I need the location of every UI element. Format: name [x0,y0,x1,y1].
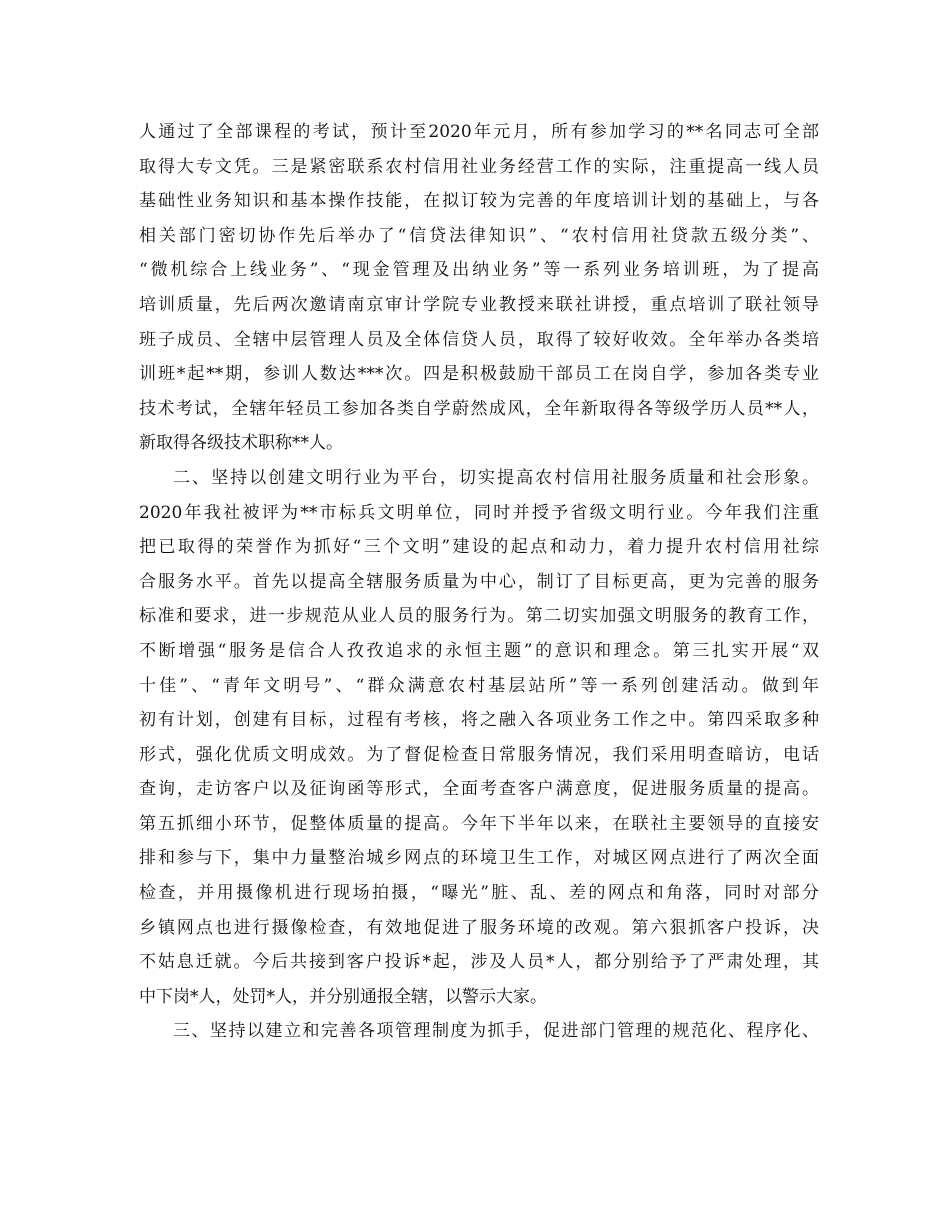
text-line: 二、坚持以创建文明行业为平台，切实提高农村信用社服务质量和社会形象。 [173,467,819,488]
text-line: 2020年我社被评为**市标兵文明单位，同时并授予省级文明行业。今年我们注重 [139,502,819,523]
text-line: 乡镇网点也进行摄像检查，有效地促进了服务环境的改观。第六狠抓客户投诉，决 [139,917,819,938]
text-line: 十佳”、“青年文明号”、“群众满意农村基层站所”等一系列创建活动。做到年 [139,675,819,696]
text-line: 中下岗*人，处罚*人，并分别通报全辖，以警示大家。 [139,986,547,1007]
text-line: 把已取得的荣誉作为抓好“三个文明”建设的起点和动力，着力提升农村信用社综 [139,537,819,558]
text-line: 新取得各级技术职称**人。 [139,433,343,454]
text-line: 标准和要求，进一步规范从业人员的服务行为。第二切实加强文明服务的教育工作， [139,606,819,627]
text-line: 不断增强“服务是信合人孜孜追求的永恒主题”的意识和理念。第三扎实开展“双 [139,640,819,661]
text-line: 相关部门密切协作先后举办了“信贷法律知识”、“农村信用社贷款五级分类”、 [139,225,819,246]
document-body-text [139,115,819,1049]
text-line: 班子成员、全辖中层管理人员及全体信贷人员，取得了较好收效。全年举办各类培 [139,329,819,350]
text-line: 查询，走访客户以及征询函等形式，全面考查客户满意度，促进服务质量的提高。 [139,779,819,800]
text-line: 技术考试，全辖年轻员工参加各类自学蔚然成风，全年新取得各等级学历人员**人， [139,398,819,419]
text-line: 取得大专文凭。三是紧密联系农村信用社业务经营工作的实际，注重提高一线人员 [139,156,819,177]
text-line: 人通过了全部课程的考试，预计至2020年元月，所有参加学习的**名同志可全部 [139,122,819,142]
text-line: 培训质量，先后两次邀请南京审计学院专业教授来联社讲授，重点培训了联社领导 [139,294,819,315]
text-line: 训班*起**期，参训人数达***次。四是积极鼓励干部员工在岗自学，参加各类专业 [139,364,819,385]
text-line: 检查，并用摄像机进行现场拍摄，“曝光”脏、乱、差的网点和角落，同时对部分 [139,883,819,904]
text-line: 形式，强化优质文明成效。为了督促检查日常服务情况，我们采用明查暗访，电话 [139,744,819,765]
text-line: 基础性业务知识和基本操作技能，在拟订较为完善的年度培训计划的基础上，与各 [139,191,819,212]
text-line: 初有计划，创建有目标，过程有考核，将之融入各项业务工作之中。第四采取多种 [139,710,819,731]
text-line: 合服务水平。首先以提高全辖服务质量为中心，制订了目标更高，更为完善的服务 [139,571,819,592]
text-line: 三、坚持以建立和完善各项管理制度为抓手，促进部门管理的规范化、程序化、 [173,1021,819,1042]
text-line: 排和参与下，集中力量整治城乡网点的环境卫生工作，对城区网点进行了两次全面 [139,848,819,869]
text-line: 不姑息迁就。今后共接到客户投诉*起，涉及人员*人，都分别给予了严肃处理，其 [139,952,819,973]
text-line: “微机综合上线业务”、“现金管理及出纳业务”等一系列业务培训班，为了提高 [139,260,819,281]
text-line: 第五抓细小环节，促整体质量的提高。今年下半年以来，在联社主要领导的直接安 [139,813,819,834]
